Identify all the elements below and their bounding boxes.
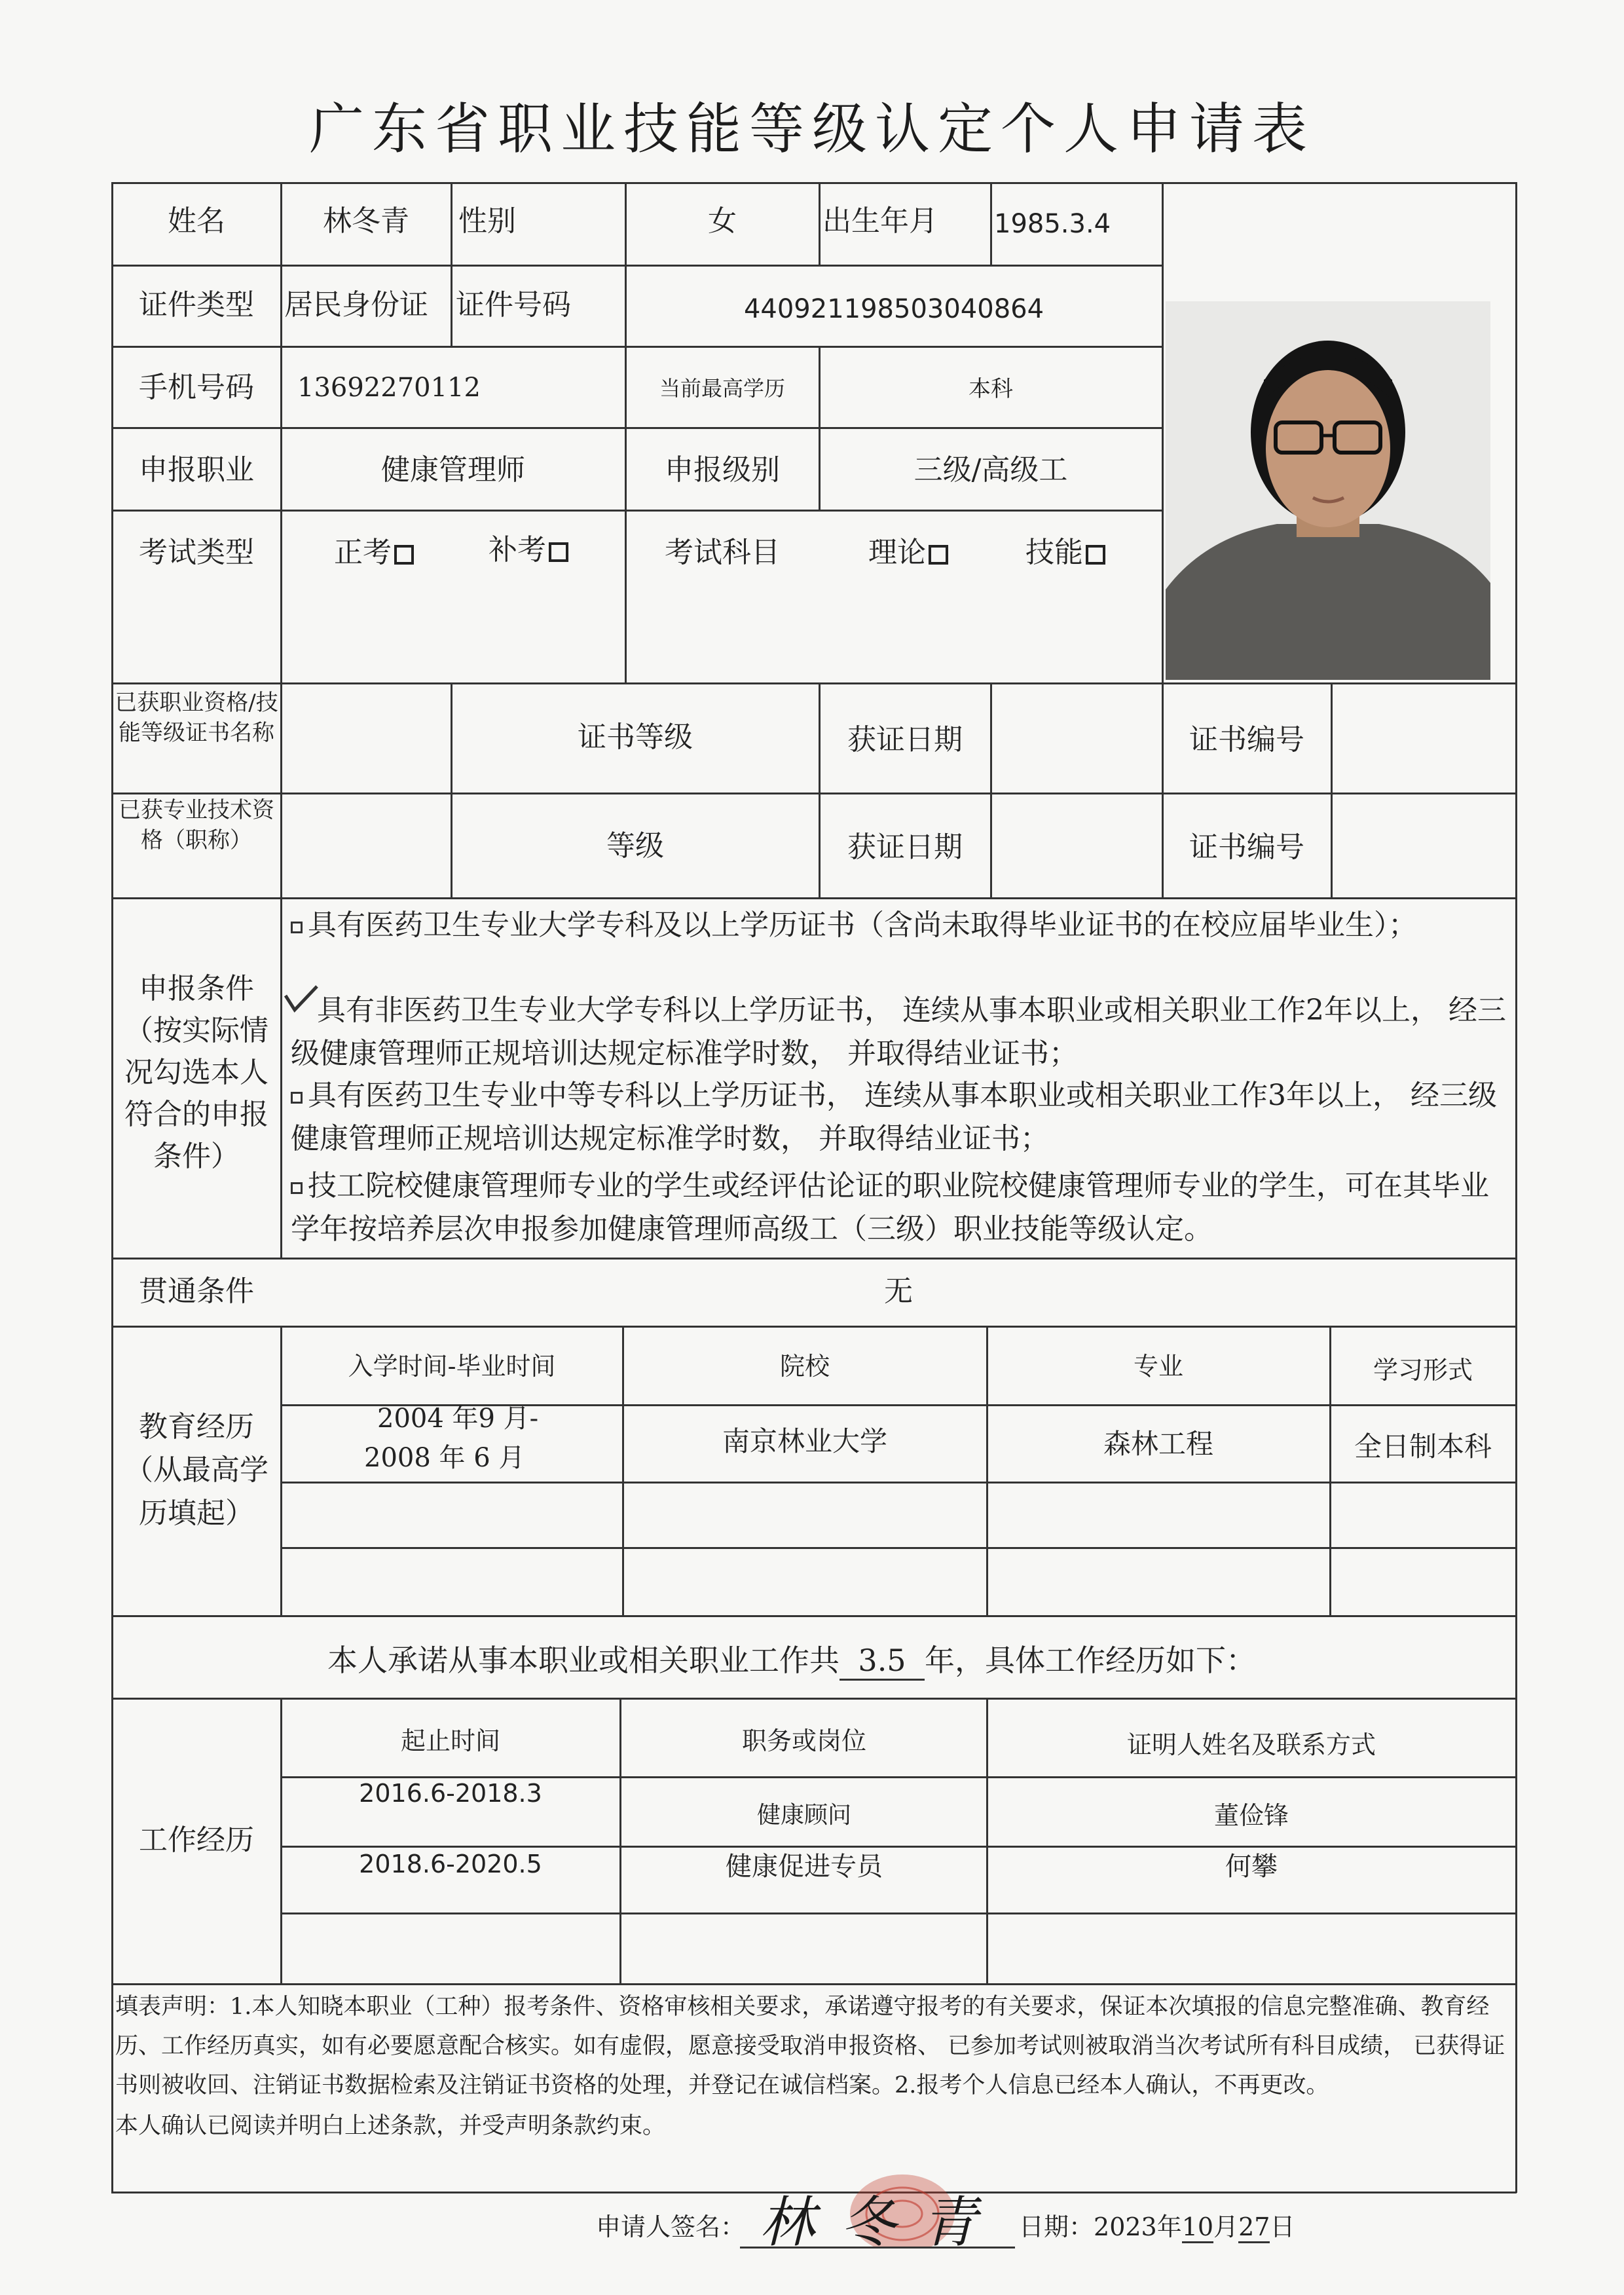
date-month: 10	[1182, 2212, 1213, 2243]
signature-label: 申请人签名：	[596, 2212, 746, 2241]
job-label: 申报职业	[139, 453, 254, 487]
edu-period-start[interactable]: 2004 年9 月-	[377, 1404, 539, 1434]
checkbox-icon[interactable]	[929, 545, 948, 565]
signature-name: 林冬青	[760, 2190, 1004, 2254]
level-value[interactable]: 三级/高级工	[913, 453, 1068, 487]
promise-line	[327, 1643, 1256, 1681]
exam-regular-label: 正考	[334, 536, 392, 569]
level-label: 申报级别	[665, 453, 780, 487]
id-type-value[interactable]: 居民身份证	[284, 288, 428, 322]
work-header-period: 起止时间	[400, 1726, 500, 1755]
subject-skill-label: 技能	[1025, 536, 1083, 569]
form-title: 广东省职业技能等级认定个人申请表	[308, 97, 1315, 161]
phone-value[interactable]: 13692270112	[297, 373, 481, 403]
tech-no-label: 证书编号	[1189, 830, 1304, 864]
gender-label: 性别	[458, 204, 516, 238]
conditions-label: 申报条件（按实际情况勾选本人符合的申报条件）	[124, 972, 268, 1173]
work-period-1[interactable]: 2016.6-2018.3	[359, 1779, 542, 1808]
birth-value[interactable]: 1985.3.4	[994, 209, 1111, 239]
promise-post: 年，具体工作经历如下：	[925, 1643, 1256, 1678]
tech-title-label: 已获专业技术资格（职称）	[119, 797, 274, 853]
work-header-witness: 证明人姓名及联系方式	[1126, 1730, 1376, 1759]
edu-period-end[interactable]: 2008 年 6 月	[364, 1443, 525, 1473]
declaration-text: 填表声明：1.本人知晓本职业（工种）报考条件、资格审核相关要求，承诺遵守报考的有关要求，保证本次填报的信息完整准确、教育经历、工作经历真实，如有必要愿意配合核实。如有虚假，愿意接受取消申报资格、 已参加考试则被取消当次考试所有科目成绩， 已获得证书则被收回、注销证书数据检索及注销证书资格的处理，并登记在诚信档案。2.报考个人信息已经本人确认，不再更改。	[115, 1994, 1505, 2099]
phone-label: 手机号码	[139, 371, 254, 404]
tech-grade-label: 等级	[606, 829, 664, 863]
subject-theory-option[interactable]	[868, 536, 948, 570]
work-label: 工作经历	[139, 1823, 254, 1857]
tech-date-label: 获证日期	[847, 830, 963, 864]
subject-skill-option[interactable]	[1025, 536, 1105, 570]
checkbox-icon[interactable]	[291, 1182, 303, 1194]
education-level-label: 当前最高学历	[659, 376, 785, 401]
id-no-label: 证件号码	[456, 288, 571, 322]
id-no-value[interactable]: 440921198503040864	[743, 294, 1044, 324]
checkbox-icon[interactable]	[291, 1092, 303, 1104]
edu-header-period: 入学时间-毕业时间	[348, 1352, 556, 1381]
condition-item-4[interactable]: 技工院校健康管理师专业的学生或经评估论证的职业院校健康管理师专业的学生，可在其毕业学年按培养层次申报参加健康管理师高级工（三级）职业技能等级认定。	[291, 1169, 1489, 1246]
promise-years[interactable]: 3.5	[840, 1643, 925, 1681]
birth-label: 出生年月	[822, 204, 938, 238]
name-label: 姓名	[168, 204, 225, 238]
exam-makeup-label: 补考	[489, 533, 546, 567]
edu-header-major: 专业	[1133, 1352, 1183, 1381]
work-post-1[interactable]: 健康顾问	[756, 1802, 851, 1829]
id-type-label: 证件类型	[139, 288, 254, 322]
checkbox-icon[interactable]	[291, 922, 303, 933]
cert-date-label: 获证日期	[847, 723, 963, 756]
cert-name-label: 已获职业资格/技能等级证书名称	[115, 690, 278, 746]
through-label: 贯通条件	[139, 1275, 254, 1308]
cert-grade-label: 证书等级	[578, 720, 693, 754]
edu-major[interactable]: 森林工程	[1103, 1428, 1213, 1460]
checkbox-icon[interactable]	[1086, 545, 1105, 565]
through-value[interactable]: 无	[884, 1275, 913, 1308]
checkbox-icon[interactable]	[549, 542, 568, 562]
declaration-confirm: 本人确认已阅读并明白上述条款，并受声明条款约束。	[115, 2113, 666, 2139]
condition-item-2[interactable]: 具有非医药卫生专业大学专科以上学历证书， 连续从事本职业或相关职业工作2年以上， 经三级健康管理师正规培训达规定标准学时数， 并取得结业证书；	[291, 989, 1509, 1075]
exam-subject-label: 考试科目	[665, 536, 780, 569]
exam-makeup-option[interactable]	[489, 533, 568, 568]
gender-value[interactable]: 女	[708, 204, 737, 238]
subject-theory-label: 理论	[868, 536, 926, 569]
work-post-2[interactable]: 健康促进专员	[726, 1852, 883, 1882]
applicant-photo	[1166, 301, 1490, 680]
signature-date[interactable]	[1019, 2212, 1295, 2243]
edu-header-school: 院校	[779, 1352, 830, 1381]
education-label: 教育经历（从最高学历填起）	[124, 1410, 268, 1530]
work-header-post: 职务或岗位	[741, 1726, 866, 1755]
education-level-value[interactable]: 本科	[969, 376, 1013, 402]
check-mark-icon	[283, 984, 320, 1014]
date-day: 27	[1238, 2212, 1270, 2243]
work-witness-1[interactable]: 董俭锋	[1213, 1801, 1289, 1830]
date-label: 日期：	[1019, 2212, 1094, 2241]
promise-pre: 本人承诺从事本职业或相关职业工作共	[327, 1643, 840, 1678]
name-value[interactable]: 林冬青	[323, 204, 409, 238]
job-value[interactable]: 健康管理师	[381, 453, 525, 487]
signature-field[interactable]	[740, 2174, 1015, 2254]
exam-type-label: 考试类型	[139, 536, 254, 569]
date-year: 2023	[1094, 2212, 1157, 2241]
condition-item-1[interactable]: 具有医药卫生专业大学专科及以上学历证书（含尚未取得毕业证书的在校应届毕业生）；	[291, 904, 1509, 947]
work-witness-2[interactable]: 何攀	[1225, 1852, 1278, 1882]
checkbox-icon[interactable]	[394, 545, 414, 565]
cert-no-label: 证书编号	[1189, 723, 1304, 756]
date-day-unit: 日	[1270, 2212, 1295, 2241]
exam-regular-option[interactable]	[334, 536, 414, 570]
condition-item-3[interactable]: 具有医药卫生专业中等专科以上学历证书， 连续从事本职业或相关职业工作3年以上， 经三级健康管理师正规培训达规定标准学时数， 并取得结业证书；	[291, 1079, 1497, 1155]
date-year-unit: 年	[1156, 2212, 1182, 2241]
edu-mode[interactable]: 全日制本科	[1354, 1430, 1492, 1463]
work-period-2[interactable]: 2018.6-2020.5	[359, 1850, 542, 1878]
edu-school[interactable]: 南京林业大学	[722, 1425, 887, 1457]
photo-portrait-icon	[1166, 301, 1490, 680]
edu-header-mode: 学习形式	[1373, 1356, 1473, 1385]
date-month-unit: 月	[1213, 2212, 1239, 2241]
